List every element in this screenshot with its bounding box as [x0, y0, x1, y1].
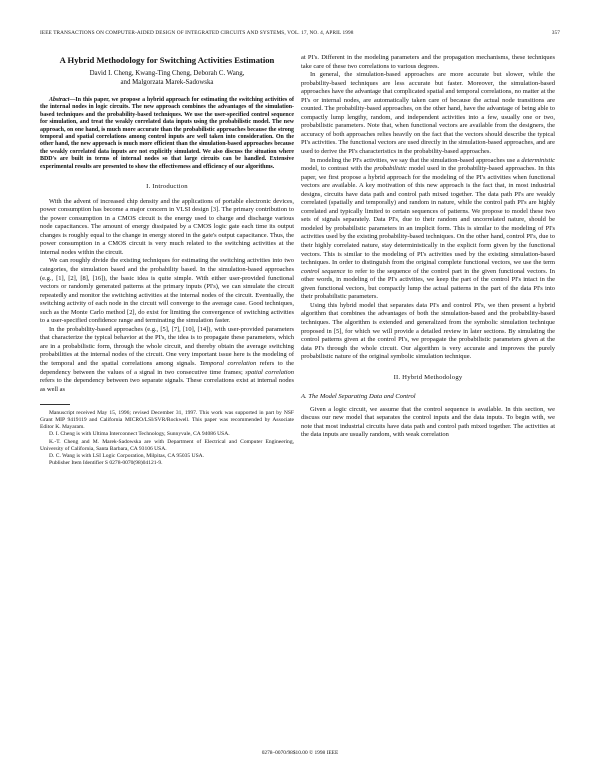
author-list: [40, 69, 294, 87]
abstract: [40, 97, 294, 171]
right-paragraph-2: [301, 157, 555, 302]
section-heading-introduction: I. Introduction: [146, 183, 188, 191]
right-paragraph-3: Using this hybrid model that separates data PI's and control PI's, we then present a hybrid algorithm that combines the advantages of both the simulation-based and the probability-based techniques. The algorithm is extended and generalized from the symbolic simulation technique proposed in [5], for which we will provide a detailed review in later sections. By simulating the control patterns given at the control PI's, we propagate the probabilistic parameters given at the data PI's through the whole circuit. Our algorithm is very accurate and improves the purely probabilistic nature of the original symbolic simulation technique.: [301, 301, 555, 361]
intro-paragraph-2: We can roughly divide the existing techniques for estimating the switching activities into two categories, the simulation based and the probability based. In the simulation-based approaches (e.g., [1], [2], [8], [16]), the basic idea is quite simple. With either user-provided functional vectors or randomly generated patterns at the primary inputs (PI's), we can simulate the circuit repeatedly and monitor the switching activities at the internal nodes of the circuit. Eventually, the switching activity of each node in the circuit will converge to the average case. Good techniques, such as the Monte Carlo method [2], do exist for limiting the convergence of switching activities to a user-specified confidence range and terminating the simulation faster.: [40, 257, 294, 325]
intro-p3-part-a: In the probability-based approaches (e.g., [5], [7], [10], [14]), with user-provided parameters that characterize the typical behavior at the PI's, the idea is to propagate these parameters, which are in a probabilistic form, through the whole circuit, and thereby obtain the average switching probabilities at the internal nodes of the circuit. One very important issue here is the modeling of the temporal and the spatial correlations among signals.: [40, 325, 294, 367]
page-number: 357: [551, 30, 560, 36]
footnote-affiliation-wang: D. C. Wang is with LSI Logic Corporation, Milpitas, CA 95035 USA.: [49, 452, 205, 459]
copyright-line: 0278–0070/98$10.00 © 1998 IEEE: [261, 750, 339, 756]
term-control-sequence: control sequence: [301, 267, 346, 275]
footnote-divider: [40, 404, 70, 405]
intro-p3-part-c: refers to the dependency between two separate signals. These correlations exist at internal nodes as well as: [40, 377, 294, 393]
intro-p3-part-b: refers to the dependency between the values of a signal in two consecutive time frames;: [40, 360, 295, 376]
subsection-heading-model: A. The Model Separating Data and Control: [301, 393, 416, 401]
right-column: [301, 54, 555, 440]
section-heading-hybrid-methodology: II. Hybrid Methodology: [393, 373, 463, 381]
right-p2-part-d: to refer to the sequence of the control part in the given functional vectors. In other words, in modeling of the PI's activities, we keep the part of the control PI's intact in the given functional vectors, but compactly lump the actual patterns in the part of the data PI's into their probabilistic parameters.: [301, 267, 556, 301]
footnote-publisher-id: Publisher Item Identifier S 0278-0070(98)04121-9.: [49, 459, 163, 466]
footnote-affiliation-ucsb: K.-T. Cheng and M. Marek-Sadowska are with Department of Electrical and Computer Engineering, University of California, Santa Barbara, CA 93106 USA.: [40, 438, 294, 452]
term-spatial-correlation: spatial correlation: [245, 368, 294, 376]
footnote-manuscript: Manuscript received May 15, 1996; revised December 31, 1997. This work was supported in part by NSF Grant MIP 9419119 and California MICRO/LSI/SVR/Rockwell. This paper was recommended by Associate Editor K. Mayaram.: [40, 410, 294, 431]
journal-header: IEEE TRANSACTIONS ON COMPUTER-AIDED DESIGN OF INTEGRATED CIRCUITS AND SYSTEMS, VOL. 17, NO. 4, APRIL 1998: [40, 30, 354, 36]
abstract-label: Abstract—: [49, 97, 76, 103]
authors-line-2: and Malgorzata Marek-Sadowska: [120, 79, 214, 86]
footnotes: [40, 410, 294, 467]
right-paragraph-0: at PI's. Different in the modeling parameters and the propagation mechanisms, these techniques take care of these two correlations to various degrees.: [301, 54, 555, 70]
running-head: [40, 30, 560, 36]
abstract-text: In this paper, we propose a hybrid approach for estimating the switching activities of the internal nodes in logic circuits. The new approach combines the advantages of the simulation-based techniques and the probability-based techniques. We use the user-specified control sequence for simulation, and treat the weakly correlated data inputs using the probabilistic model. The new approach, on one hand, is much more accurate than the probabilistic approaches because the strong temporal and spatial correlations among control inputs are well taken into consideration. On the other hand, the new approach is much more efficient than the simulation-based approaches because the weakly correlated data inputs are not explicitly simulated. We also discuss the situation where BDD's are built in terms of internal nodes so that large circuits can be handled. Extensive experimental results are presented to show the effectiveness and efficiency of our algorithms.: [40, 97, 294, 170]
authors-line-1: David I. Cheng, Kwang-Ting Cheng, Deborah C. Wang,: [89, 70, 245, 77]
intro-paragraph-1: With the advent of increased chip density and the applications of portable electronic devices, power consumption has become a major concern in VLSI design [3]. The primary contribution to the power consumption in a CMOS circuit is the energy used to charge and discharge various node capacitances. The amount of energy dissipated by a CMOS logic gate each time its output changes is roughly equal to the change in energy stored in the gate's output capacitance. Thus, the power consumption in a CMOS circuit is very much related to the switching activities at the internal nodes within the circuit.: [40, 197, 294, 256]
footnote-affiliation-cheng: D. I. Cheng is with Ultima Interconnect Technology, Sunnyvale, CA 94086 USA.: [49, 431, 230, 438]
paper-title: A Hybrid Methodology for Switching Activities Estimation: [59, 55, 275, 65]
right-p2-part-a: In modeling the PI's activities, we say that the simulation-based approaches use a: [310, 156, 522, 164]
intro-paragraph-3: [40, 326, 294, 394]
term-deterministic: deterministic: [521, 156, 555, 164]
right-p2-part-c: model used in the probability-based approaches. In this paper, we first propose a hybrid approach for the modeling of the PI's activities when functional vectors are available. A key motivation of this new approach is the fact that, in most industrial designs, circuits have data path and control path mixed together. The data path PI's are weakly correlated (spatially and temporally) and random in nature, while the control path PI's are highly correlated and typically limited to certain sequences of patterns. We propose to model these two sets of signals separately. Data PI's, due to their random and uncorrelated nature, should be modeled by probabilistic parameters in an implicit form. This is similar to the modeling of PI's activities used by the existing probability-based techniques. On the other hand, control PI's, due to their highly correlated nature, stay deterministically in the explicit form given by the functional vectors. This is similar to the modeling of PI's activities used by the existing simulation-based techniques. In order to distinguish from the original complete functional vectors, we use the term: [301, 165, 555, 267]
term-temporal-correlation: Temporal correlation: [199, 360, 257, 367]
left-column: [40, 55, 294, 467]
right-p2-part-b: model, to contrast with the: [301, 165, 375, 173]
term-probabilistic: probabilistic: [374, 165, 407, 173]
method-paragraph-1: Given a logic circuit, we assume that the control sequence is available. In this section, we discuss our new model that separates the control inputs and the data inputs. To begin with, we note that most industrial circuits have data path and control path mixed together. The activities at the data inputs are usually random, with weak correlation: [301, 405, 555, 439]
right-paragraph-1: In general, the simulation-based approaches are more accurate but slower, while the probability-based techniques are less accurate but faster. Moreover, the simulation-based approaches have the advantage that complicated spatial and temporal correlations, no matter at the PI's or internal nodes, are automatically taken care of because the actual node transitions are counted. The probability-based approaches, on the other hand, have the advantage of being able to compactly lump lengthy, random, and independent activities into a few, usually one or two, probabilistic parameters. Note that, when functional vectors are available from the designers, the accuracy of both approaches relies heavily on the fact that the vectors should describe the typical PI's activities. The functional vectors are used directly in the simulation-based approaches, and are used to derive the PI's characteristics in the probability-based approaches.: [301, 71, 555, 156]
